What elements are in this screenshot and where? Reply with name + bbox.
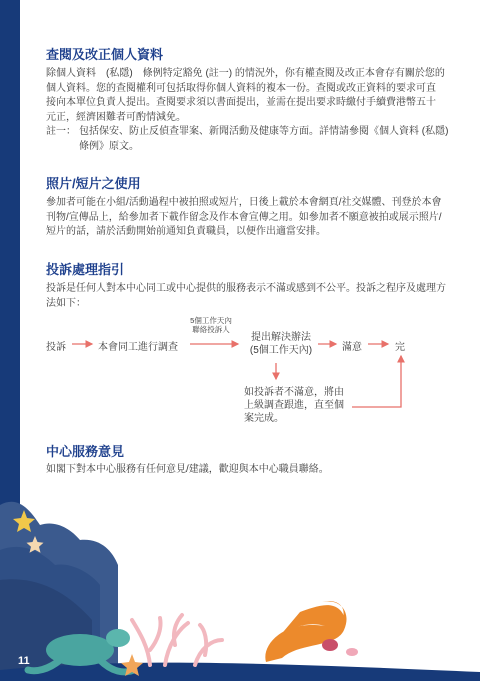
feedback-body: 如閣下對本中心服務有任何意見/建議，歡迎與本中心職員聯絡。 [46, 464, 329, 475]
flow-step-done: 完 [395, 342, 405, 353]
body-line: 接向本單位負責人提出。查閱要求須以書面提出，並需在提出要求時繳付手續費港幣五十 [46, 97, 436, 108]
body-line: 短片的話，請於活動開始前通知負責職員，以便作出適當安排。 [46, 226, 326, 237]
flow-step-investigation: 本會同工進行調查 [98, 342, 178, 353]
turtle-head [106, 629, 130, 647]
flow-step-satisfied: 滿意 [342, 342, 362, 353]
body-line: 個人資料。您的查閱權利可包括取得你個人資料的複本一份。查閱或改正資料的要求可直 [46, 82, 436, 94]
note-line: 條例》原文。 [79, 140, 139, 152]
timing-line: 聯絡投訴人 [192, 325, 230, 334]
solution-line: (5個工作天內) [249, 345, 313, 356]
body-line: 法如下： [46, 297, 86, 309]
flow-step-complaint: 投訴 [46, 342, 66, 353]
body-line: 參加者可能在小組/活動過程中被拍照或短片，日後上載於本會網頁/社交媒體、刊登於本會 [46, 197, 442, 208]
pebble-icon [322, 639, 338, 651]
escalation-line: 上級調查跟進，直至個 [244, 400, 344, 411]
coral-icon [132, 615, 222, 665]
page-number: 11 [18, 655, 30, 667]
sea-illustration [0, 480, 480, 681]
body-line: 元正，經濟困難者可酌情減免。 [46, 111, 186, 123]
solution-line: 提出解決辦法 [251, 332, 311, 343]
body-line: 刊物/宣傳品上，給參加者下載作留念及作本會宣傳之用。如參加者不願意被拍或展示照片/ [46, 211, 442, 223]
timing-line: 5個工作天內 [190, 316, 232, 325]
body-line: 投訴是任何人對本中心同工或中心提供的服務表示不滿或感到不公平。投訴之程序及處理方 [46, 283, 446, 294]
section-title-feedback: 中心服務意見 [46, 444, 125, 459]
arrow-up-icon [352, 356, 401, 407]
section-title-personal-data: 查閱及改正個人資料 [46, 47, 164, 62]
body-line: 除個人資料 (私隱) 條例特定豁免 (註一) 的情況外，你有權查閱及改正本會存有關於您的 [46, 68, 445, 79]
pebble-icon [346, 648, 358, 656]
escalation-line: 如投訴者不滿意，將由 [244, 387, 344, 398]
section-title-complaints: 投訴處理指引 [46, 262, 125, 277]
escalation-line: 案完成。 [244, 413, 284, 424]
note-line: 包括保安、防止反偵查罪案、新聞活動及健康等方面。詳情請參閱《個人資料 (私隱) [79, 126, 449, 137]
note-label: 註一： [46, 126, 76, 137]
section-title-photo-usage: 照片/短片之使用 [46, 176, 141, 191]
